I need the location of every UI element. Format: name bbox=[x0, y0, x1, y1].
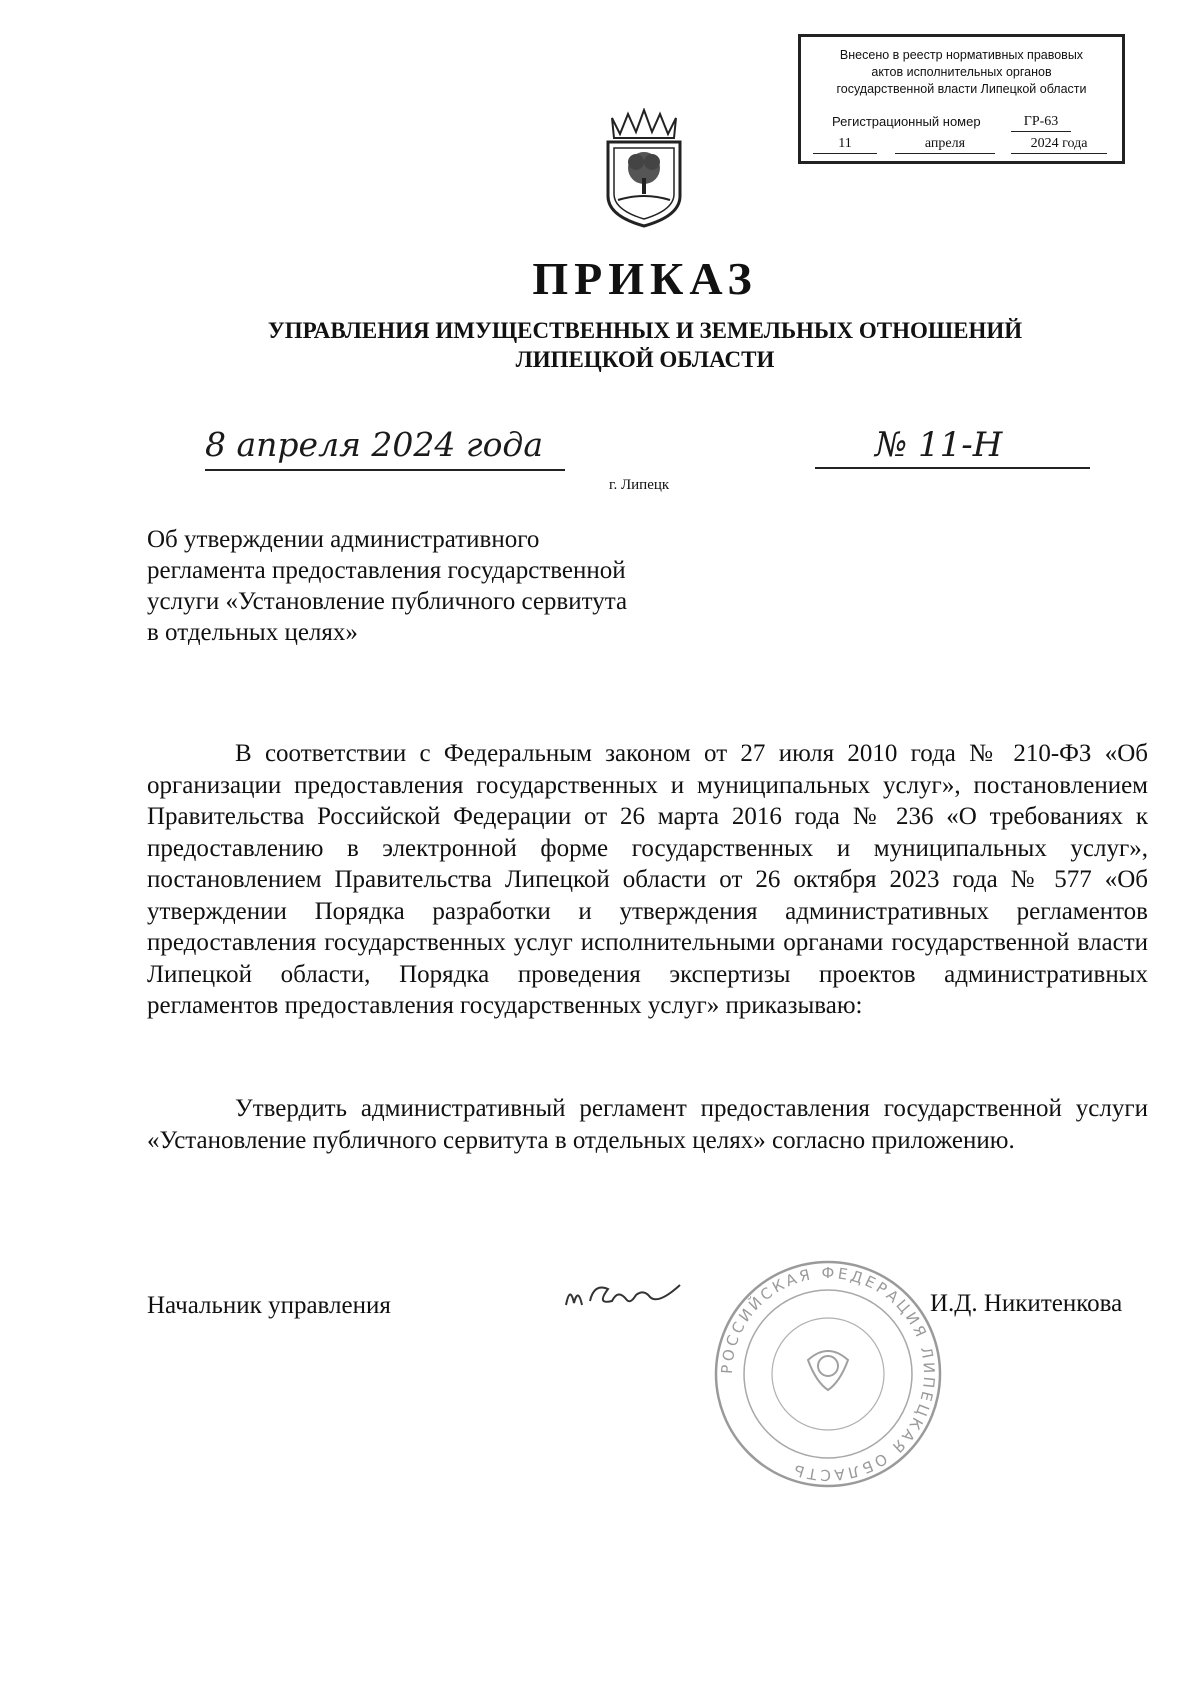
registry-line-1: Внесено в реестр нормативных правовых bbox=[839, 48, 1084, 62]
handwritten-signature bbox=[560, 1275, 690, 1315]
registry-date-row bbox=[801, 135, 1122, 153]
subject-line-4: в отдельных целях» bbox=[147, 619, 358, 646]
svg-text:РОССИЙСКАЯ ФЕДЕРАЦИЯ ЛИПЕЦКАЯ bbox=[718, 1264, 938, 1484]
preamble-paragraph bbox=[147, 738, 1148, 1022]
decision-text: Утвердить административный регламент предоставления государственной услуги «Установление публичного сервитута в отдельных целях» согласно приложению. bbox=[147, 1095, 1148, 1154]
subject-line-2: регламента предоставления государственной bbox=[147, 557, 626, 584]
registry-line-2: актов исполнительных органов bbox=[871, 65, 1052, 79]
subject-line-1: Об утверждении административного bbox=[147, 526, 540, 553]
order-subject bbox=[147, 524, 707, 648]
registry-stamp bbox=[798, 34, 1125, 164]
registry-number-row bbox=[801, 113, 1122, 131]
organization-line-2: ЛИПЕЦКОЙ ОБЛАСТИ bbox=[515, 347, 775, 372]
registry-number-value: ГР-63 bbox=[1011, 113, 1071, 132]
registry-day: 11 bbox=[813, 135, 877, 154]
registry-line-3: государственной власти Липецкой области bbox=[836, 82, 1087, 96]
subject-line-3: услуги «Установление публичного сервитута bbox=[147, 588, 628, 615]
seal-outer-text: РОССИЙСКАЯ ФЕДЕРАЦИЯ ЛИПЕЦКАЯ ОБЛАСТЬ bbox=[717, 1263, 939, 1485]
signer-name: И.Д. Никитенкова bbox=[930, 1290, 1123, 1317]
official-seal bbox=[712, 1258, 944, 1490]
registry-month: апреля bbox=[895, 135, 995, 154]
organization-name bbox=[0, 316, 1200, 374]
document-title: ПРИКАЗ bbox=[532, 253, 758, 304]
decision-paragraph bbox=[147, 1093, 1148, 1156]
handwritten-number: № 11-Н bbox=[815, 425, 1090, 469]
signer-position: Начальник управления bbox=[147, 1292, 391, 1319]
handwritten-date: 8 апреля 2024 года bbox=[205, 425, 565, 471]
registry-year: 2024 года bbox=[1011, 135, 1107, 154]
registry-number-label: Регистрационный номер bbox=[832, 114, 981, 129]
lipetsk-coat-of-arms-icon bbox=[598, 108, 690, 228]
city-label: г. Липецк bbox=[609, 477, 670, 493]
preamble-text: В соответствии с Федеральным законом от 27 июля 2010 года № 210-ФЗ «Об организации предоставления государственных и муниципальных услуг», постановлением Правительства Российской Федерации от 26 марта 2016 года № 236 «О требованиях к предоставлению в электронной форме государственных и муниципальных услуг», постановлением Правительства Липецкой области от 26 октября 2023 года № 577 «Об утверждении Порядка разработки и утверждения административных регламентов предоставления государственных услуг исполнительными органами государственной власти Липецкой области, Порядка проведения экспертизы проектов административных регламентов предоставления государственных услуг» приказываю: bbox=[147, 740, 1148, 1019]
organization-line-1: УПРАВЛЕНИЯ ИМУЩЕСТВЕННЫХ И ЗЕМЕЛЬНЫХ ОТНОШЕНИЙ bbox=[267, 318, 1023, 343]
